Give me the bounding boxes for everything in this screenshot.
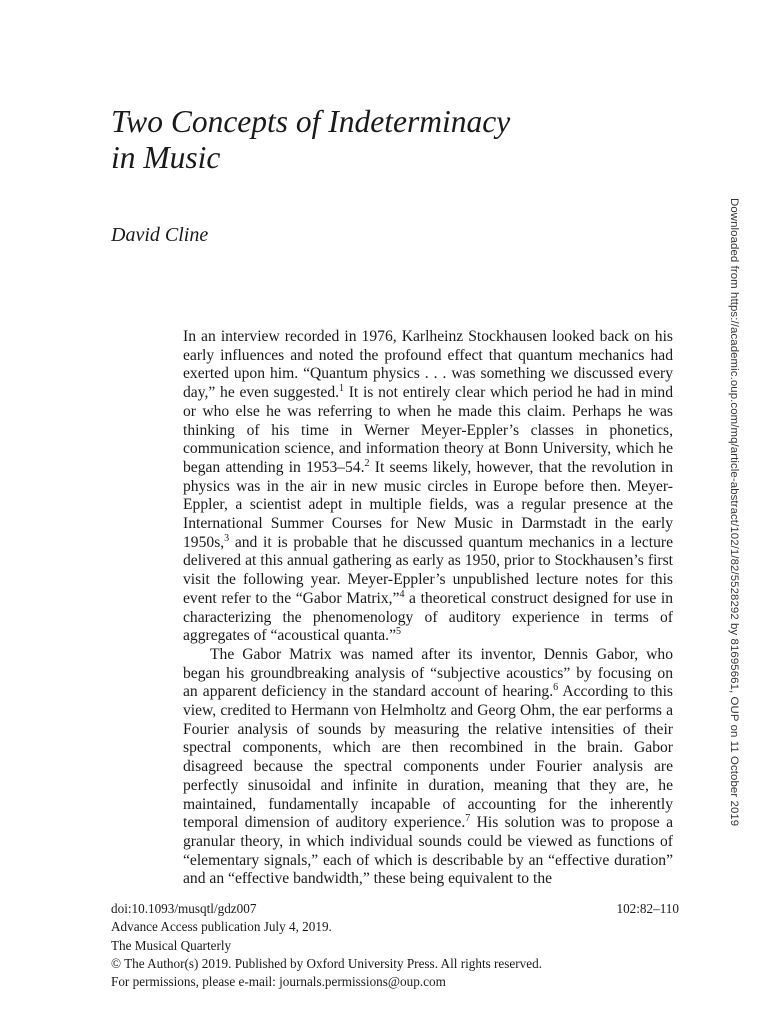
footnote-ref-4[interactable]: 4 xyxy=(399,588,405,600)
article-title xyxy=(111,104,631,176)
paragraph-1-text-5: a theoretical construct designed for use in characterizing the phenomenology of auditory experience in terms of aggregates of “acoustical quanta.” xyxy=(183,589,673,645)
body-paragraph-1 xyxy=(183,328,673,646)
paragraph-1-text-3: It seems likely, however, that the revolution in physics was in the air in new music circles in Europe before then. Meyer-Eppler, a scientist adept in multiple fields, was a regular presence at the International Summer Courses for New Music in Darmstadt in the early 1950s, xyxy=(183,458,673,551)
article-body xyxy=(183,328,673,889)
footnote-ref-3[interactable]: 3 xyxy=(224,532,230,544)
permissions-notice: For permissions, please e-mail: journals.permissions@oup.com xyxy=(111,974,446,990)
footnote-ref-2[interactable]: 2 xyxy=(364,457,370,469)
doi-link[interactable]: doi:10.1093/musqtl/gdz007 xyxy=(111,901,257,916)
article-author: David Cline xyxy=(111,224,209,246)
paragraph-2-text-3: His solution was to propose a granular theory, in which individual sounds could be viewed as functions of “elementary signals,” each of which is describable by an “effective duration” and an “effective bandwidth,” these being equivalent to the xyxy=(183,814,673,888)
footer-doi-row xyxy=(111,900,679,918)
paragraph-2-text-2: According to this view, credited to Hermann von Helmholtz and Georg Ohm, the ear performs a Fourier analysis of sounds by measuring the relative intensities of their spectral components, which are then recombined in the brain. Gabor disagreed because the spectral components under Fourier analysis are perfectly sinusoidal and infinite in duration, meaning that they are, he maintained, fundamentally incapable of accounting for the inherently temporal dimension of auditory experience. xyxy=(183,683,673,832)
footnote-ref-5[interactable]: 5 xyxy=(396,626,402,638)
paragraph-1-text-4: and it is probable that he discussed quantum mechanics in a lecture delivered at this annual gathering as early as 1950, prior to Stockhausen’s first visit the following year. Meyer-Eppler’s unpublished lecture notes for this event refer to the “Gabor Matrix,” xyxy=(183,533,673,607)
paragraph-2-text-1: The Gabor Matrix was named after its inventor, Dennis Gabor, who began his groundbreaking analysis of “subjective acoustics” by focusing on an apparent deficiency in the standard account of hearing. xyxy=(183,645,673,701)
article-title-line-1: Two Concepts of Indeterminacy xyxy=(111,104,511,139)
footnote-ref-7[interactable]: 7 xyxy=(465,813,471,825)
body-paragraph-2 xyxy=(183,646,673,889)
article-title-line-2: in Music xyxy=(111,140,221,175)
publication-footer xyxy=(111,900,679,991)
copyright-notice: © The Author(s) 2019. Published by Oxford University Press. All rights reserved. xyxy=(111,955,543,971)
paragraph-1-text-2: It is not entirely clear which period he had in mind or who else he was referring to when he made this claim. Perhaps he was thinking of his time in Werner Meyer-Eppler’s classes in phonetics, communication science, and information theory at Bonn University, which he began attending in 1953–54. xyxy=(183,384,673,476)
download-notice: Downloaded from https://academic.oup.com/mq/article-abstract/102/1/82/5528292 by 81695661, OUP on 11 October 2019 xyxy=(728,198,740,827)
footnote-ref-6[interactable]: 6 xyxy=(553,682,559,694)
footnote-ref-1[interactable]: 1 xyxy=(339,382,345,394)
advance-access-note: Advance Access publication July 4, 2019. xyxy=(111,919,332,935)
paragraph-1-text-1: In an interview recorded in 1976, Karlheinz Stockhausen looked back on his early influences and noted the profound effect that quantum mechanics had exerted upon him. “Quantum physics . . . was something we discussed every day,” he even suggested. xyxy=(183,328,673,402)
page-range: 102:82–110 xyxy=(616,901,679,916)
journal-name: The Musical Quarterly xyxy=(111,937,232,953)
